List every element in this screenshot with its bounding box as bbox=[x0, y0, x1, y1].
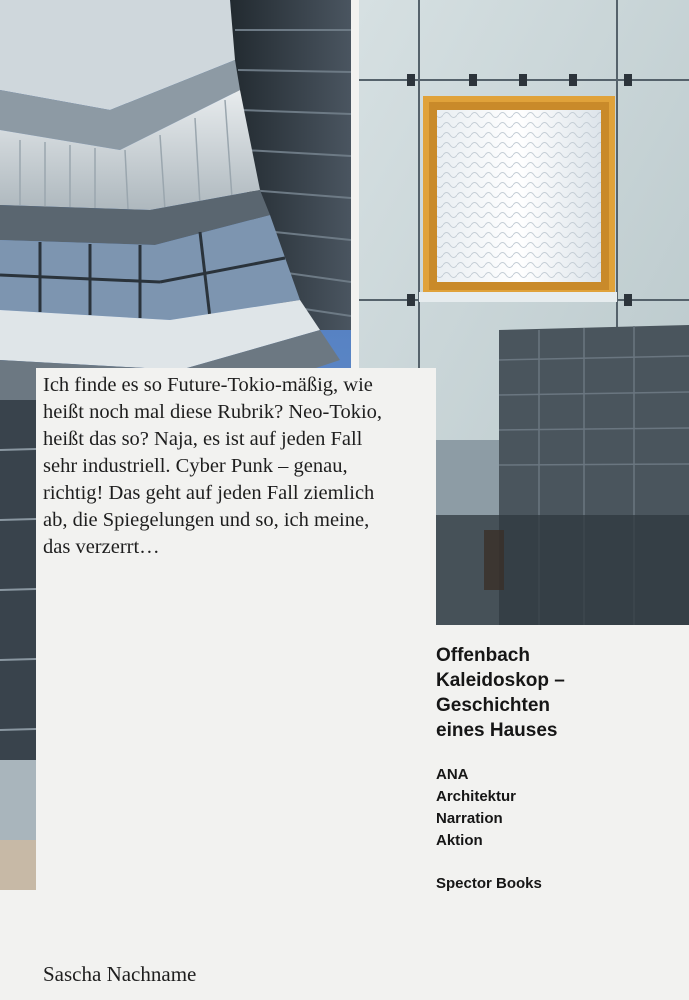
title-line: Kaleidoskop – bbox=[436, 670, 565, 691]
quote-line: heißt das so? Naja, es ist auf jeden Fall bbox=[43, 428, 363, 450]
author-name: Sascha Nachname bbox=[43, 962, 197, 986]
title-line: Offenbach bbox=[436, 645, 530, 666]
title-line: Geschichten bbox=[436, 695, 551, 716]
series-line: Narration bbox=[436, 810, 503, 827]
cover-quote bbox=[43, 372, 435, 561]
quote-line: ab, die Spiegelungen und so, ich meine, bbox=[43, 509, 370, 531]
series-name bbox=[436, 764, 516, 852]
quote-line: das verzerrt… bbox=[43, 536, 160, 558]
quote-line: Ich finde es so Future-Tokio-mäßig, wie bbox=[43, 374, 373, 396]
quote-line: heißt noch mal diese Rubrik? Neo-Tokio, bbox=[43, 401, 383, 423]
publisher-name: Spector Books bbox=[436, 875, 542, 892]
title-line: eines Hauses bbox=[436, 720, 558, 741]
quote-line: sehr industriell. Cyber Punk – genau, bbox=[43, 455, 348, 477]
series-line: Aktion bbox=[436, 832, 483, 849]
book-title bbox=[436, 643, 676, 743]
series-line: ANA bbox=[436, 766, 469, 783]
quote-line: richtig! Das geht auf jeden Fall ziemlich bbox=[43, 482, 375, 504]
series-line: Architektur bbox=[436, 788, 517, 805]
